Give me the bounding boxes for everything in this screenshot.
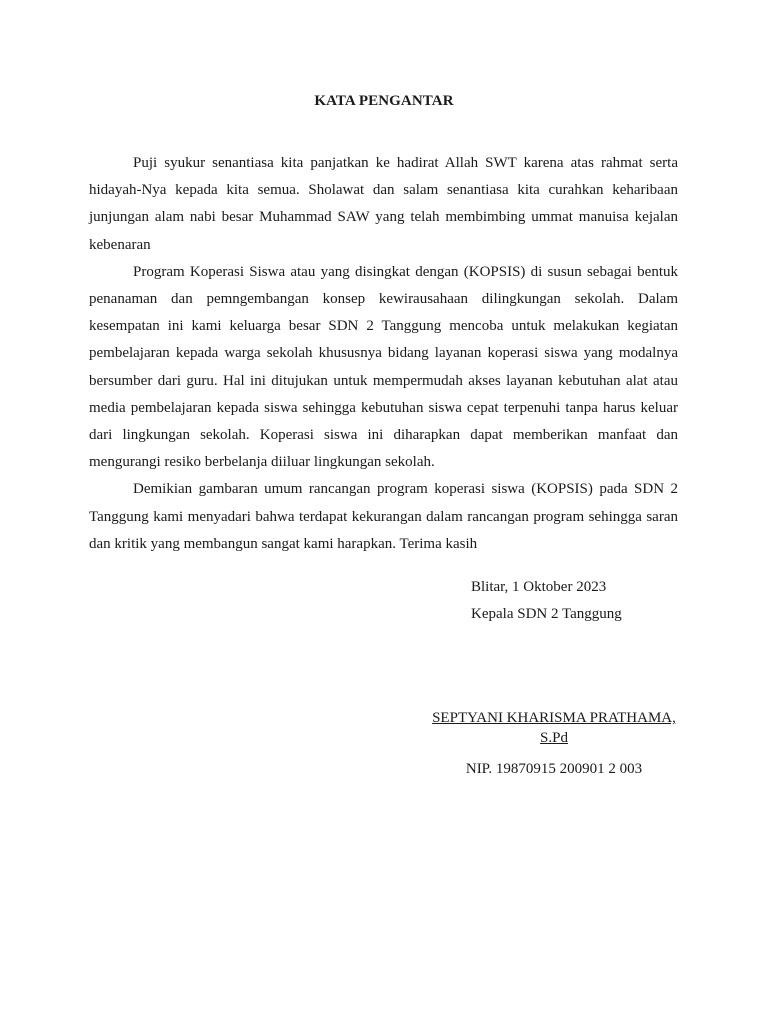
paragraph-closing: Demikian gambaran umum rancangan program koperasi siswa (KOPSIS) pada SDN 2 Tanggung kami menyadari bahwa terdapat kekurangan dalam rancangan program sehingga saran dan kritik yang membangun sangat kami harapkan. Terima kasih: [89, 481, 678, 552]
signature-position: Kepala SDN 2 Tanggung: [471, 606, 622, 622]
signature-place-date: Blitar, 1 Oktober 2023: [471, 579, 607, 595]
paragraph-opening: Puji syukur senantiasa kita panjatkan ke hadirat Allah SWT karena atas rahmat serta hidayah-Nya kepada kita semua. Sholawat dan salam senantiasa kita curahkan keharibaan junjungan alam nabi besar Muhammad SAW yang telah membimbing ummat manuisa kejalan kebenaran: [89, 155, 678, 253]
body-text: [89, 150, 678, 558]
signer-name: SEPTYANI KHARISMA PRATHAMA, S.Pd: [432, 710, 676, 746]
page-title: KATA PENGANTAR: [314, 93, 454, 109]
signer-nip: NIP. 19870915 200901 2 003: [465, 761, 643, 777]
paragraph-program: Program Koperasi Siswa atau yang disingkat dengan (KOPSIS) di susun sebagai bentuk penanaman dan pemngembangan konsep kewirausahaan dilingkungan sekolah. Dalam kesempatan ini kami keluarga besar SDN 2 Tanggung mencoba untuk melakukan kegiatan pembelajaran kepada warga sekolah khususnya bidang layanan koperasi siswa yang modalnya bersumber dari guru. Hal ini ditujukan untuk mempermudah akses layanan kebutuhan alat atau media pembelajaran kepada siswa sehingga kebutuhan siswa cepat terpenuhi tanpa harus keluar dari lingkungan sekolah. Koperasi siswa ini diharapkan dapat memberikan manfaat dan mengurangi resiko berbelanja diiluar lingkungan sekolah.: [89, 263, 678, 471]
